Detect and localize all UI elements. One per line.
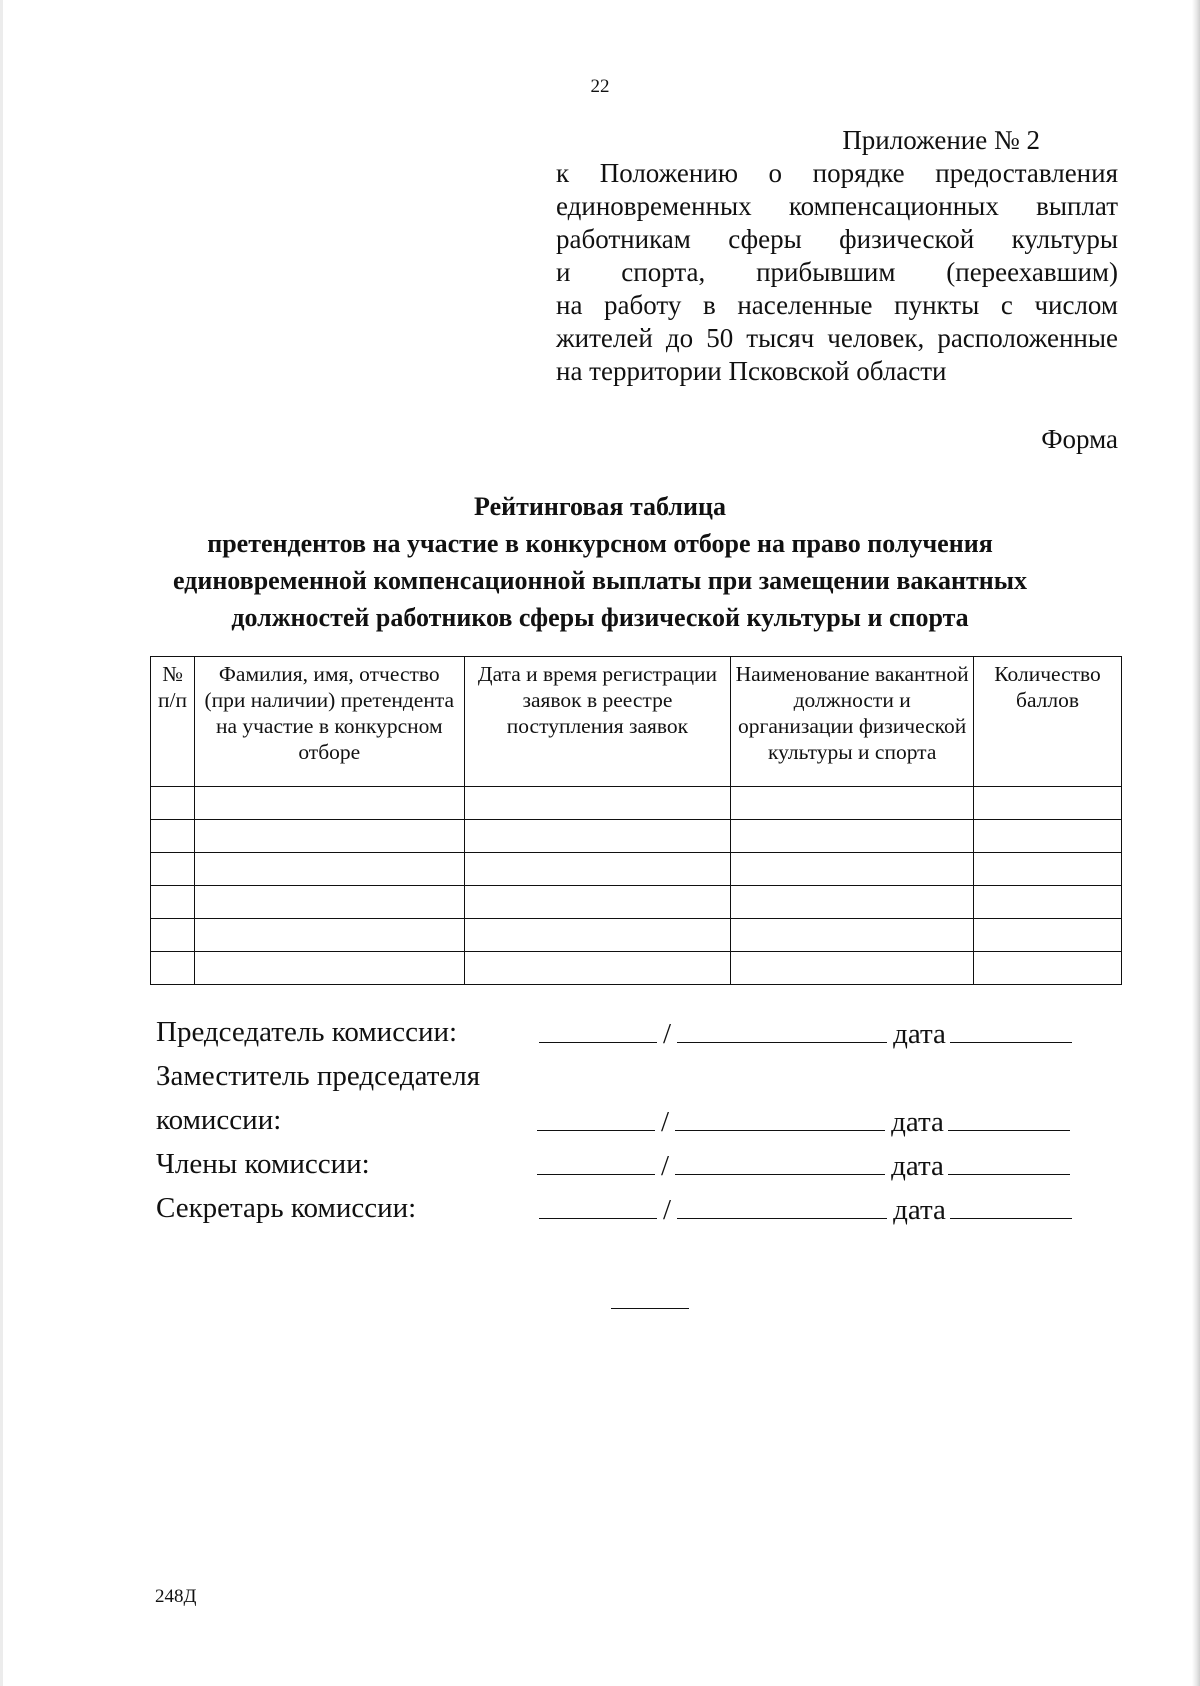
signature-fields bbox=[539, 1192, 1072, 1227]
table-cell bbox=[151, 820, 195, 853]
appendix-line: работникам сферы физической культуры bbox=[556, 224, 1118, 254]
header-number: № п/п bbox=[151, 657, 195, 787]
signature-row-secretary bbox=[156, 1192, 1116, 1236]
table-cell bbox=[194, 886, 464, 919]
signature-label: Заместитель председателя bbox=[156, 1060, 481, 1092]
table-row bbox=[151, 886, 1122, 919]
date-blank bbox=[950, 1192, 1072, 1219]
scan-right-edge bbox=[1192, 0, 1200, 1686]
document-code: 248Д bbox=[155, 1586, 197, 1607]
table-cell bbox=[974, 952, 1122, 985]
table-cell bbox=[731, 919, 974, 952]
table-cell bbox=[151, 919, 195, 952]
signature-row-members bbox=[156, 1148, 1116, 1192]
table-cell bbox=[194, 853, 464, 886]
date-label: дата bbox=[891, 1150, 944, 1182]
header-position: Наименование вакантной должности и организации физической культуры и спорта bbox=[731, 657, 974, 787]
heading-line: претендентов на участие в конкурсном отборе на право получения bbox=[207, 529, 993, 558]
signature-fields bbox=[537, 1104, 1070, 1139]
name-blank bbox=[677, 1016, 887, 1043]
appendix-line: на работу в населенные пункты с числом bbox=[556, 290, 1118, 320]
heading-line: должностей работников сферы физической культуры и спорта bbox=[231, 603, 969, 632]
date-blank bbox=[948, 1148, 1070, 1175]
table-cell bbox=[464, 853, 731, 886]
table-cell bbox=[974, 919, 1122, 952]
table-cell bbox=[731, 787, 974, 820]
table-cell bbox=[974, 787, 1122, 820]
table-cell bbox=[464, 820, 731, 853]
rating-table bbox=[150, 656, 1122, 985]
signature-blank bbox=[539, 1192, 657, 1219]
signature-row-deputy bbox=[156, 1060, 1116, 1104]
page-number: 22 bbox=[590, 76, 610, 97]
appendix-line: жителей до 50 тысяч человек, расположенные bbox=[556, 323, 1118, 353]
end-of-document-rule bbox=[611, 1308, 689, 1309]
signature-fields bbox=[537, 1148, 1070, 1183]
table-cell bbox=[151, 886, 195, 919]
table-cell bbox=[464, 787, 731, 820]
table-cell bbox=[731, 886, 974, 919]
table-cell bbox=[464, 952, 731, 985]
appendix-line: единовременных компенсационных выплат bbox=[556, 191, 1118, 221]
table-header-row bbox=[151, 657, 1122, 787]
signature-label: Секретарь комиссии: bbox=[156, 1192, 417, 1224]
signature-fields bbox=[539, 1016, 1072, 1051]
table-cell bbox=[194, 820, 464, 853]
appendix-text bbox=[556, 157, 1118, 388]
table-row bbox=[151, 952, 1122, 985]
table-cell bbox=[731, 853, 974, 886]
name-blank bbox=[675, 1148, 885, 1175]
signatures-block bbox=[156, 1016, 1116, 1236]
signature-blank bbox=[537, 1104, 655, 1131]
date-label: дата bbox=[893, 1194, 946, 1226]
table-row bbox=[151, 787, 1122, 820]
table-cell bbox=[151, 952, 195, 985]
table-row bbox=[151, 820, 1122, 853]
table-cell bbox=[974, 886, 1122, 919]
signature-blank bbox=[537, 1148, 655, 1175]
slash-separator: / bbox=[661, 1150, 670, 1182]
date-blank bbox=[948, 1104, 1070, 1131]
table-cell bbox=[974, 853, 1122, 886]
name-blank bbox=[675, 1104, 885, 1131]
table-cell bbox=[194, 919, 464, 952]
appendix-line: и спорта, прибывшим (переехавшим) bbox=[556, 257, 1118, 287]
name-blank bbox=[677, 1192, 887, 1219]
signature-row-deputy-cont bbox=[156, 1104, 1116, 1148]
table-cell bbox=[151, 787, 195, 820]
appendix-title: Приложение № 2 bbox=[842, 125, 1040, 155]
table-cell bbox=[151, 853, 195, 886]
table-cell bbox=[974, 820, 1122, 853]
scan-left-edge bbox=[0, 0, 3, 1686]
slash-separator: / bbox=[661, 1106, 670, 1138]
table-cell bbox=[194, 952, 464, 985]
table-cell bbox=[194, 787, 464, 820]
date-label: дата bbox=[893, 1018, 946, 1050]
header-full-name: Фамилия, имя, отчество (при наличии) претендента на участие в конкурсном отборе bbox=[194, 657, 464, 787]
appendix-line: на территории Псковской области bbox=[556, 356, 947, 386]
slash-separator: / bbox=[663, 1018, 672, 1050]
date-label: дата bbox=[891, 1106, 944, 1138]
header-registration-date: Дата и время регистрации заявок в реестре поступления заявок bbox=[464, 657, 731, 787]
table-row bbox=[151, 919, 1122, 952]
signature-label: комиссии: bbox=[156, 1104, 282, 1136]
table-cell bbox=[731, 952, 974, 985]
heading-line: единовременной компенсационной выплаты при замещении вакантных bbox=[172, 566, 1028, 595]
document-heading bbox=[100, 488, 1100, 636]
table-cell bbox=[731, 820, 974, 853]
header-score: Количество баллов bbox=[974, 657, 1122, 787]
appendix-line: к Положению о порядке предоставления bbox=[556, 158, 1118, 188]
form-label: Форма bbox=[1041, 424, 1118, 454]
table-row bbox=[151, 853, 1122, 886]
table-cell bbox=[464, 886, 731, 919]
slash-separator: / bbox=[663, 1194, 672, 1226]
date-blank bbox=[950, 1016, 1072, 1043]
heading-title: Рейтинговая таблица bbox=[474, 492, 726, 521]
signature-blank bbox=[539, 1016, 657, 1043]
table-cell bbox=[464, 919, 731, 952]
signature-row-chairman bbox=[156, 1016, 1116, 1060]
appendix-block bbox=[556, 124, 1118, 388]
signature-label: Председатель комиссии: bbox=[156, 1016, 458, 1048]
signature-label: Члены комиссии: bbox=[156, 1148, 370, 1180]
